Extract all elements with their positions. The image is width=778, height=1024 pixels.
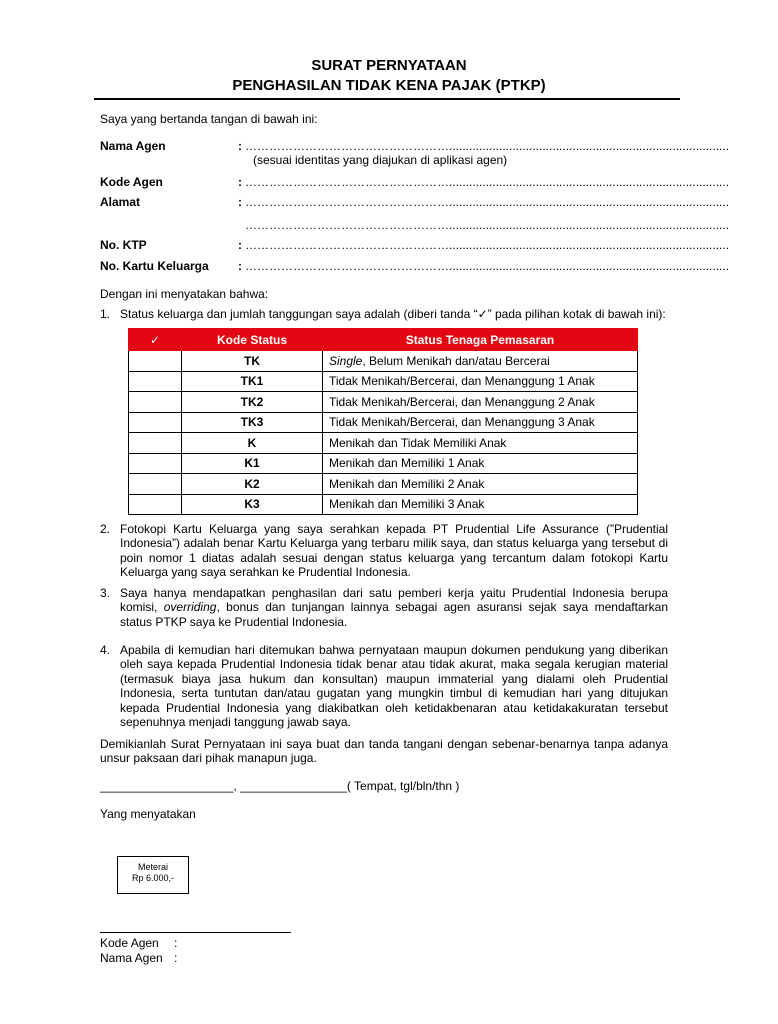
- status-description-emphasis: Single: [329, 353, 363, 368]
- table-row: [129, 433, 638, 454]
- kode-agen-field[interactable]: ……………………………………………....................................................................................: [245, 175, 730, 189]
- status-checkbox[interactable]: [129, 371, 182, 392]
- table-row: [129, 371, 638, 392]
- status-description: Menikah dan Memiliki 1 Anak: [323, 453, 638, 474]
- no-kk-field[interactable]: ……………………………………………....................................................................................: [245, 259, 730, 273]
- alamat-label: Alamat: [100, 195, 141, 209]
- status-description-text: , Belum Menikah dan/atau Bercerai: [362, 353, 550, 368]
- kode-agen-label: Kode Agen: [100, 175, 163, 189]
- footer-kode-agen-colon: :: [174, 936, 178, 950]
- kode-agen-colon: :: [238, 175, 242, 189]
- meterai-label: Meterai: [137, 862, 168, 872]
- table-row: [129, 494, 638, 515]
- status-description: Menikah dan Memiliki 2 Anak: [323, 474, 638, 495]
- status-description: Menikah dan Memiliki 3 Anak: [323, 494, 638, 515]
- item3-text: [120, 586, 668, 629]
- closing-statement: Demikianlah Surat Pernyataan ini saya buat dan tanda tangani dengan sebenar-benarnya tanpa adanya unsur paksaan dari pihak manapun juga.: [100, 737, 668, 766]
- status-checkbox[interactable]: [129, 433, 182, 454]
- status-checkbox[interactable]: [129, 351, 182, 372]
- footer-nama-agen-colon: :: [174, 951, 178, 965]
- alamat-field-line2[interactable]: ……………………………………………....................................................................................: [245, 218, 730, 232]
- signature-line[interactable]: [100, 932, 291, 933]
- place-date-line[interactable]: ____________________, ________________( Tempat, tgl/bln/thn ): [100, 779, 460, 793]
- footer-nama-agen-label: Nama Agen: [100, 951, 163, 965]
- nama-agen-colon: :: [238, 139, 242, 153]
- item1-text: Status keluarga dan jumlah tanggungan saya adalah (diberi tanda “✓” pada pilihan kotak di bawah ini):: [120, 307, 666, 321]
- status-table-header: [129, 329, 638, 351]
- footer-kode-agen-label: Kode Agen: [100, 936, 159, 950]
- item3-number: 3.: [100, 586, 111, 600]
- table-row: [129, 474, 638, 495]
- item3-text-emphasis: overriding: [163, 600, 217, 615]
- status-table: [128, 328, 638, 515]
- status-description: Tidak Menikah/Bercerai, dan Menanggung 2 Anak: [323, 392, 638, 413]
- item3-text-a: Saya hanya mendapatkan penghasilan dari satu pemberi kerja yaitu Prudential Indonesia berupa komisi,: [120, 586, 668, 615]
- alamat-field-line1[interactable]: ……………………………………………....................................................................................: [245, 195, 730, 209]
- item4-text: Apabila di kemudian hari ditemukan bahwa pernyataan maupun dokumen pendukung yang diberikan oleh saya kepada Prudential Indonesia tidak benar atau tidak akurat, maka segala kerugian material (termasuk biaya jasa hukum dan konsultan) maupun immaterial yang dialami oleh Prudential Indonesia, serta tuntutan dan/atau gugatan yang mungkin timbul di kemudian hari yang ditujukan kepada Prudential Indonesia yang diakibatkan oleh ketidakbenaran atau ketidakakuratan tersebut sepenuhnya menjadi tanggung jawab saya.: [120, 643, 668, 730]
- document-title-line1: SURAT PERNYATAAN: [311, 57, 467, 74]
- item2-number: 2.: [100, 522, 111, 536]
- check-column-header: ✓: [129, 329, 182, 351]
- status-tenaga-pemasaran-column-header: Status Tenaga Pemasaran: [323, 329, 638, 351]
- status-description: Tidak Menikah/Bercerai, dan Menanggung 3 Anak: [323, 412, 638, 433]
- title-divider: [94, 98, 680, 100]
- alamat-colon: :: [238, 195, 242, 209]
- no-kk-colon: :: [238, 259, 242, 273]
- no-ktp-colon: :: [238, 238, 242, 252]
- no-kk-label: No. Kartu Keluarga: [100, 259, 209, 273]
- status-code: TK2: [182, 392, 323, 413]
- status-checkbox[interactable]: [129, 412, 182, 433]
- status-description: [323, 351, 638, 372]
- intro-text: Saya yang bertanda tangan di bawah ini:: [100, 112, 318, 126]
- status-code: TK3: [182, 412, 323, 433]
- table-row: [129, 351, 638, 372]
- signer-label: Yang menyatakan: [100, 807, 196, 821]
- kode-status-column-header: Kode Status: [182, 329, 323, 351]
- status-checkbox[interactable]: [129, 474, 182, 495]
- meterai-stamp-box: [117, 856, 189, 894]
- declaration-intro: Dengan ini menyatakan bahwa:: [100, 287, 269, 301]
- status-code: K3: [182, 494, 323, 515]
- item4-number: 4.: [100, 643, 111, 657]
- nama-agen-field[interactable]: ……………………………………………....................................................................................: [245, 139, 730, 153]
- status-code: K1: [182, 453, 323, 474]
- status-code: TK1: [182, 371, 323, 392]
- no-ktp-label: No. KTP: [100, 238, 147, 252]
- document-title-line2: PENGHASILAN TIDAK KENA PAJAK (PTKP): [232, 77, 546, 94]
- status-description: Tidak Menikah/Bercerai, dan Menanggung 1 Anak: [323, 371, 638, 392]
- meterai-amount: Rp 6.000,-: [131, 873, 175, 883]
- status-code: K: [182, 433, 323, 454]
- nama-agen-note: (sesuai identitas yang diajukan di aplikasi agen): [253, 153, 508, 167]
- status-description: Menikah dan Tidak Memiliki Anak: [323, 433, 638, 454]
- nama-agen-label: Nama Agen: [100, 139, 166, 153]
- table-row: [129, 453, 638, 474]
- status-code: TK: [182, 351, 323, 372]
- status-code: K2: [182, 474, 323, 495]
- table-row: [129, 412, 638, 433]
- status-checkbox[interactable]: [129, 494, 182, 515]
- status-checkbox[interactable]: [129, 392, 182, 413]
- item3-text-b: , bonus dan tunjangan lainnya sebagai agen asuransi sejak saya mendaftarkan status PTKP saya ke Prudential Indonesia.: [120, 600, 668, 629]
- table-row: [129, 392, 638, 413]
- item1-number: 1.: [100, 307, 111, 321]
- status-checkbox[interactable]: [129, 453, 182, 474]
- item2-text: Fotokopi Kartu Keluarga yang saya serahkan kepada PT Prudential Life Assurance (”Prudential Indonesia”) adalah benar Kartu Keluarga yang terbaru milik saya, dan status keluarga yang tersebut di poin nomor 1 diatas adalah sesuai dengan status keluarga yang tercantum dalam fotokopi Kartu Keluarga yang saya serahkan ke Prudential Indonesia.: [120, 522, 668, 580]
- no-ktp-field[interactable]: ……………………………………………....................................................................................: [245, 238, 730, 252]
